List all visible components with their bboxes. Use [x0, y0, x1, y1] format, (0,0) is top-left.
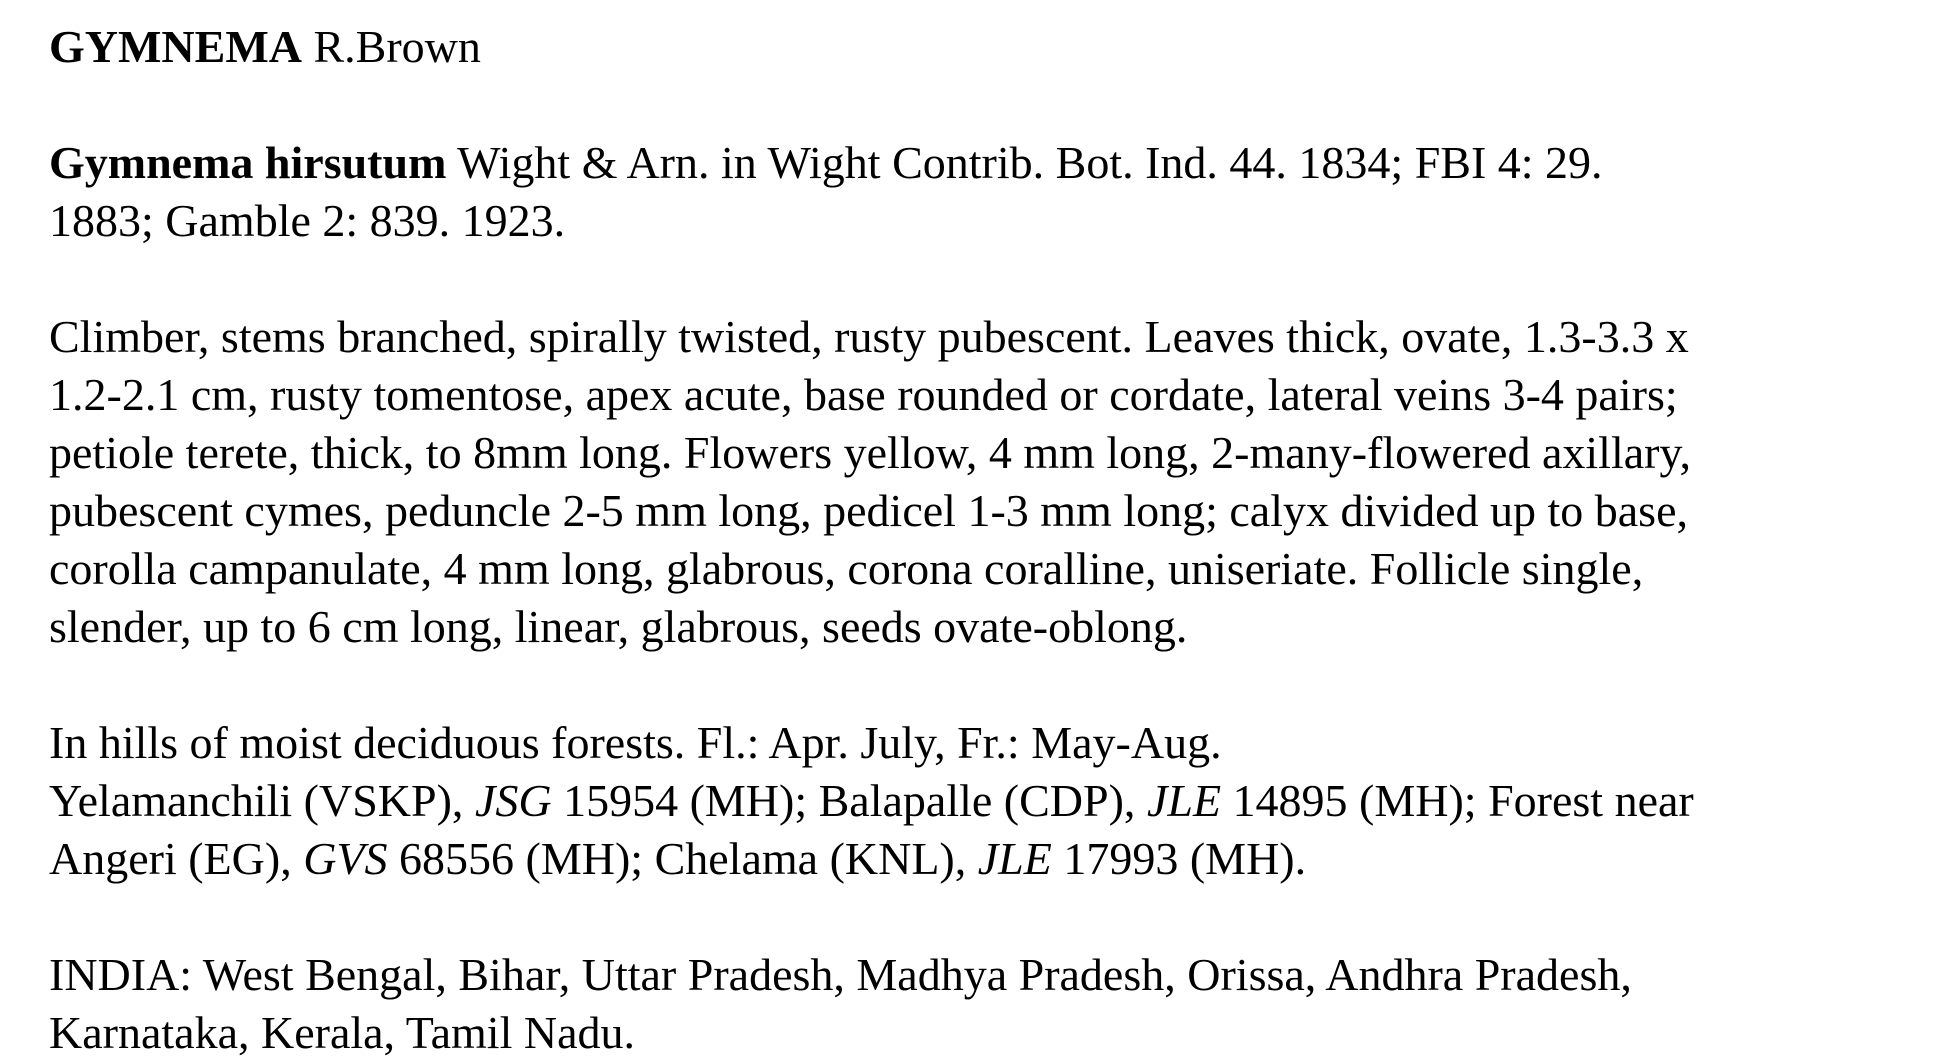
- genus-name: GYMNEMA: [49, 21, 302, 72]
- species-name: Gymnema hirsutum: [49, 137, 447, 188]
- specimen-number: 15954 (MH); Balapalle (CDP),: [551, 775, 1147, 826]
- species-citation-line-1: [49, 134, 1929, 192]
- specimen-number: 14895 (MH); Forest near: [1221, 775, 1694, 826]
- description-line: pubescent cymes, peduncle 2-5 mm long, pedicel 1-3 mm long; calyx divided up to base,: [49, 485, 1688, 536]
- specimens-line-2: [49, 830, 1929, 888]
- description-line: petiole terete, thick, to 8mm long. Flowers yellow, 4 mm long, 2-many-flowered axillary,: [49, 427, 1691, 478]
- description-line: corolla campanulate, 4 mm long, glabrous, corona coralline, uniseriate. Follicle single,: [49, 543, 1644, 594]
- document-page: [49, 18, 1929, 1062]
- description-line: 1.2-2.1 cm, rusty tomentose, apex acute, base rounded or cordate, lateral veins 3-4 pairs;: [49, 369, 1678, 420]
- specimen-number: 68556 (MH); Chelama (KNL),: [387, 833, 978, 884]
- specimens-line-1: [49, 772, 1929, 830]
- specimen-locality: Yelamanchili (VSKP),: [49, 775, 475, 826]
- description-line: Climber, stems branched, spirally twisted, rusty pubescent. Leaves thick, ovate, 1.3-3.3 x: [49, 311, 1689, 362]
- species-citation-line-2: 1883; Gamble 2: 839. 1923.: [49, 195, 566, 246]
- description-line: slender, up to 6 cm long, linear, glabrous, seeds ovate-oblong.: [49, 601, 1188, 652]
- habitat-and-specimens: [49, 714, 1929, 888]
- distribution: [49, 946, 1929, 1062]
- specimen-locality: Angeri (EG),: [49, 833, 304, 884]
- species-citation: [49, 134, 1929, 250]
- collector-abbrev: GVS: [303, 833, 388, 884]
- species-citation-text-1: Wight & Arn. in Wight Contrib. Bot. Ind. 44. 1834; FBI 4: 29.: [446, 137, 1603, 188]
- habitat-text: In hills of moist deciduous forests. Fl.: Apr. July, Fr.: May-Aug.: [49, 717, 1222, 768]
- specimen-number: 17993 (MH).: [1051, 833, 1307, 884]
- genus-author: R.Brown: [301, 21, 481, 72]
- collector-abbrev: JSG: [474, 775, 552, 826]
- species-description: [49, 308, 1929, 656]
- genus-heading: [49, 18, 1929, 76]
- collector-abbrev: JLE: [1146, 775, 1222, 826]
- distribution-line-1: INDIA: West Bengal, Bihar, Uttar Pradesh, Madhya Pradesh, Orissa, Andhra Pradesh,: [49, 949, 1632, 1000]
- distribution-line-2: Karnataka, Kerala, Tamil Nadu.: [49, 1007, 636, 1058]
- collector-abbrev: JLE: [977, 833, 1052, 884]
